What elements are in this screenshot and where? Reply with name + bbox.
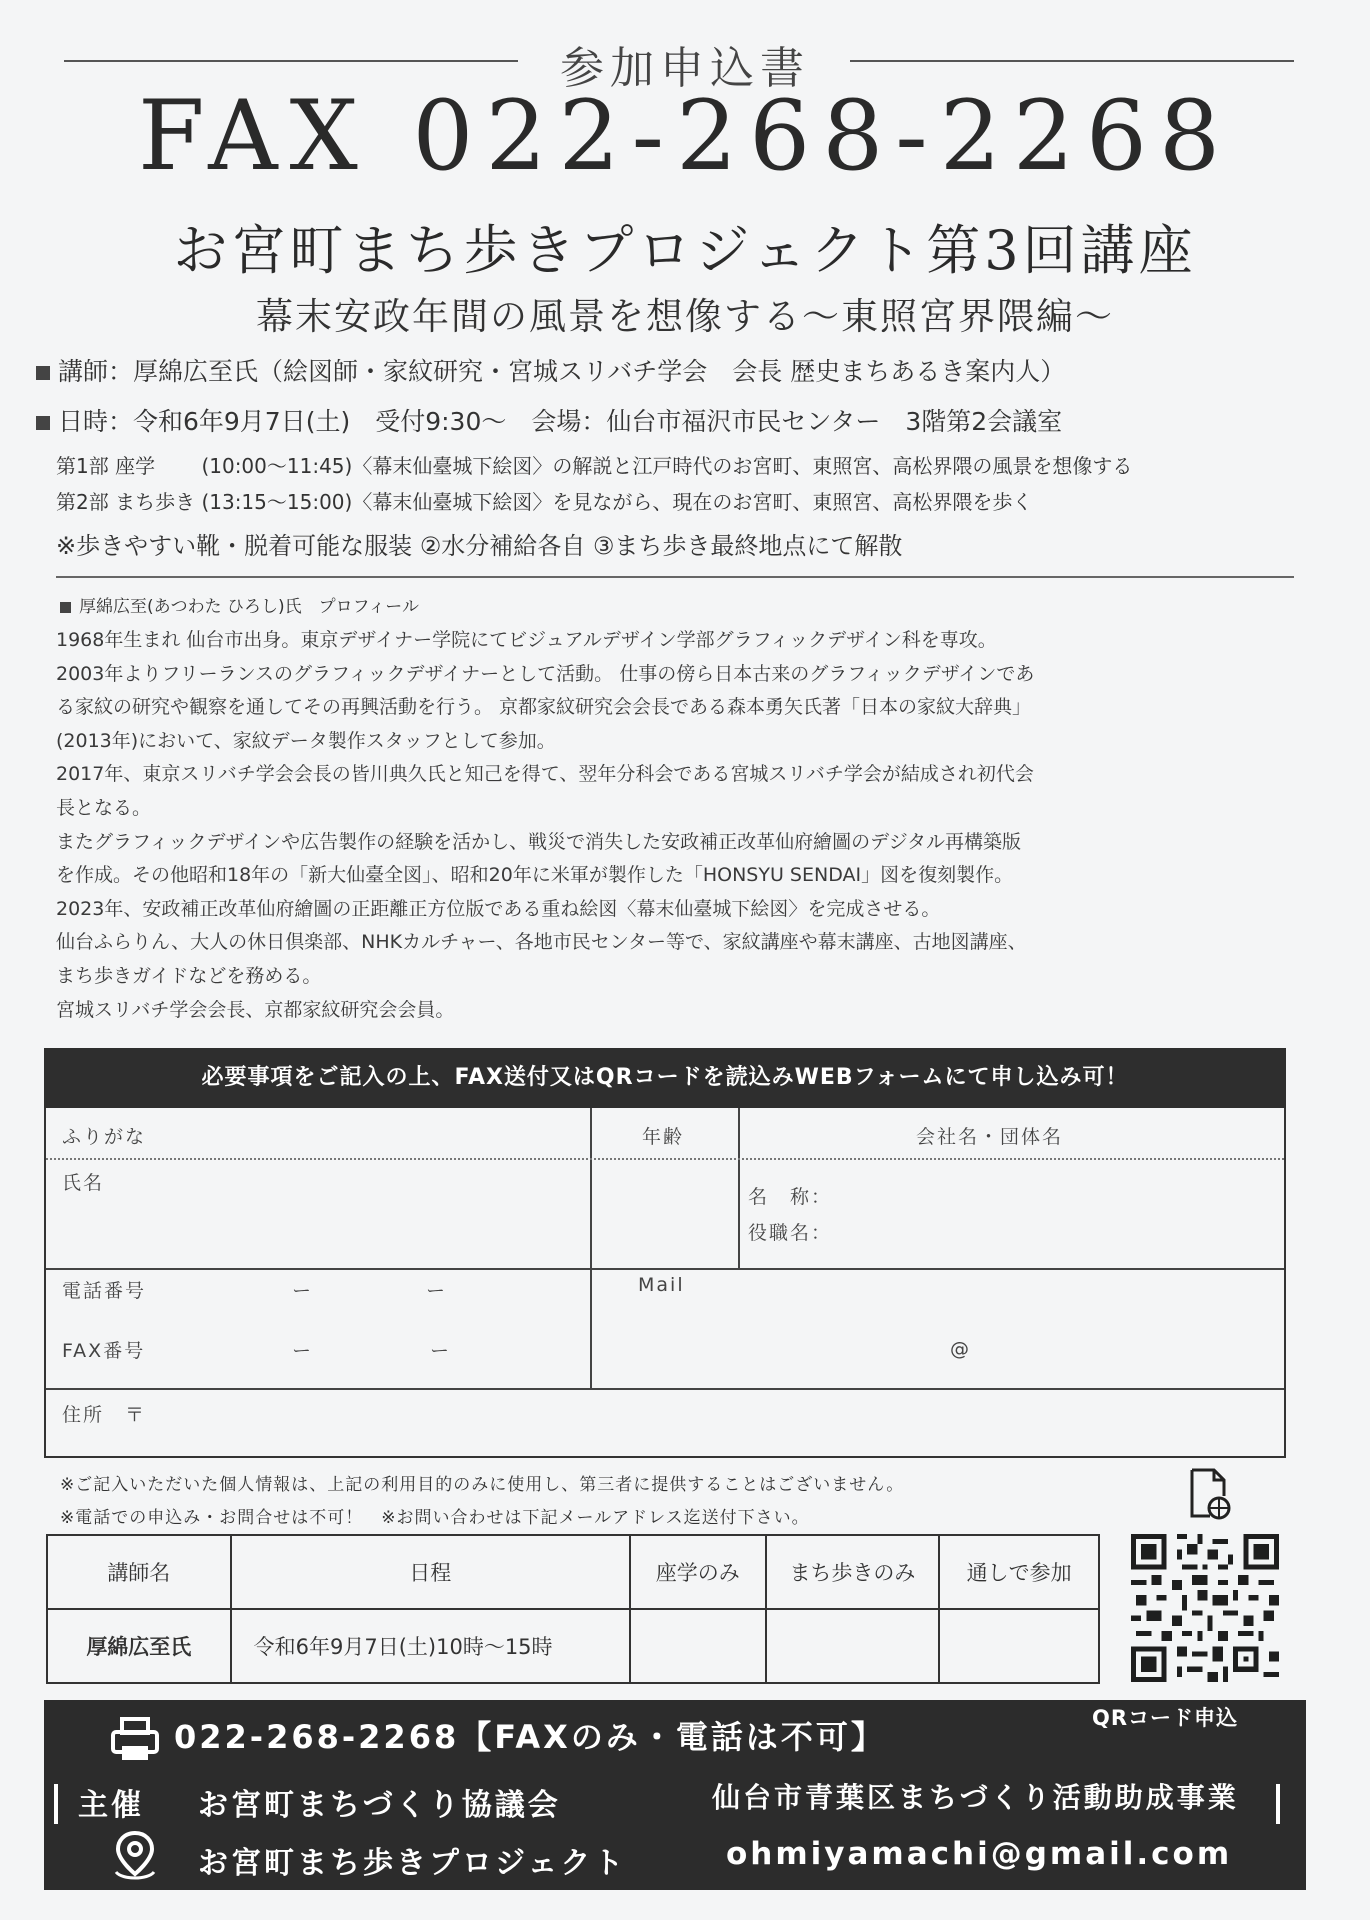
datetime-text: 日時：令和6年9月7日(土) 受付9:30～ 会場：仙台市福沢市民センター 3階第2会議室 — [58, 407, 1063, 436]
project-title: お宮町まち歩きプロジェクト第3回講座 — [173, 219, 1197, 282]
table-header-cell: 日程 — [231, 1535, 630, 1609]
profile-line: る家紋の研究や観察を通してその再興活動を行う。 京都家紋研究会会長である森本勇矢氏著「日本の家紋大辞典」 — [56, 696, 1032, 719]
full-attendance-checkbox-cell[interactable] — [939, 1609, 1099, 1683]
lecturer-line — [36, 352, 1065, 388]
profile-line: 2023年、安政補正改革仙府繪圖の正距離正方位版である重ね絵図〈幕末仙臺城下絵図〉を完成させる。 — [56, 897, 941, 920]
profile-line: 仙台ふらりん、大人の休日倶楽部、NHKカルチャー、各地市民センター等で、家紋講座や幕末講座、古地図講座、 — [56, 931, 1027, 954]
host-label: 主催 — [78, 1788, 144, 1823]
datetime-line — [36, 402, 1062, 438]
grant-program: 仙台市青葉区まちづくり活動助成事業 — [712, 1781, 1239, 1814]
section-divider — [56, 576, 1294, 578]
address-field[interactable] — [176, 1396, 1266, 1446]
bullet-square-icon — [36, 366, 50, 380]
table-header-cell: 座学のみ — [630, 1535, 766, 1609]
footer-fax-line: 022-268-2268【FAXのみ・電話は不可】 — [174, 1718, 886, 1756]
table-header-cell: まち歩きのみ — [766, 1535, 940, 1609]
phone-dash: ー — [426, 1280, 448, 1302]
profile-line: を作成。その他昭和18年の「新大仙臺全図」、昭和20年に米軍が製作した「HONSYU SENDAI」図を復刻製作。 — [56, 864, 1014, 887]
profile-line: 宮城スリバチ学会会長、京都家紋研究会会員。 — [56, 998, 455, 1021]
name-label: 氏名 — [62, 1172, 105, 1194]
form-divider — [590, 1108, 592, 1390]
profile-line: 1968年生まれ 仙台市出身。東京デザイナー学院にてビジュアルデザイン学部グラフィックデザイン科を専攻。 — [56, 629, 997, 651]
walk-only-checkbox-cell[interactable] — [766, 1609, 940, 1683]
age-field[interactable] — [598, 1162, 730, 1262]
lecturer-text: 講師：厚綿広至氏（絵図師・家紋研究・宮城スリバチ学会 会長 歴史まちあるき案内人） — [58, 357, 1066, 386]
footer-band — [44, 1700, 1306, 1890]
mail-label: Mail — [638, 1274, 685, 1296]
lecture-only-checkbox-cell[interactable] — [630, 1609, 766, 1683]
form-title: 参加申込書 — [560, 43, 810, 94]
project-name: お宮町まち歩きプロジェクト — [198, 1846, 627, 1881]
phone-label: 電話番号 — [62, 1280, 147, 1302]
profile-line: 2003年よりフリーランスのグラフィックデザイナーとして活動。 仕事の傍ら日本古来のグラフィックデザインであ — [56, 662, 1035, 685]
date-cell: 令和6年9月7日(土)10時～15時 — [231, 1609, 630, 1683]
profile-line: まち歩きガイドなどを務める。 — [56, 964, 322, 987]
footer-bar-mark — [1276, 1784, 1280, 1824]
form-instruction-bar: 必要事項をご記入の上、FAX送付又はQRコードを読込みWEBフォームにて申し込み可！ — [44, 1048, 1286, 1108]
fax-dash: ー — [430, 1340, 452, 1362]
privacy-note: ※ご記入いただいた個人情報は、上記の利用目的のみに使用し、第三者に提供することはございません。 — [60, 1475, 905, 1495]
form-dotted-divider — [46, 1158, 1284, 1160]
lecturer-cell: 厚綿広至氏 — [47, 1609, 231, 1683]
phone-field[interactable] — [166, 1274, 576, 1314]
contact-note: ※電話での申込み・お問合せは不可！ ※お問い合わせは下記メールアドレス迄送付下さい。 — [60, 1508, 810, 1528]
form-divider — [46, 1388, 1284, 1390]
footer-bar-mark — [54, 1784, 58, 1824]
profile-line: またグラフィックデザインや広告製作の経験を活かし、戦災で消失した安政補正改革仙府繪圖のデジタル再構築版 — [56, 830, 1022, 853]
furigana-label: ふりがな — [62, 1126, 147, 1148]
profile-body — [56, 624, 1296, 1027]
fax-number-heading: FAX 022-268-2268 — [137, 80, 1233, 192]
schedule-table — [46, 1534, 1100, 1684]
fax-label: FAX番号 — [62, 1340, 146, 1362]
company-field[interactable] — [846, 1168, 1276, 1260]
profile-line: 長となる。 — [56, 796, 152, 819]
table-row — [47, 1609, 1099, 1683]
fax-field[interactable] — [166, 1330, 576, 1370]
age-label: 年齢 — [642, 1126, 685, 1148]
profile-heading — [60, 592, 419, 617]
form-divider — [738, 1108, 740, 1268]
company-name-label: 名 称： — [748, 1186, 833, 1208]
mail-at-sign: @ — [950, 1338, 971, 1360]
table-header-cell: 講師名 — [47, 1535, 231, 1609]
fax-icon — [110, 1716, 160, 1762]
bullet-square-icon — [60, 602, 71, 613]
qr-code[interactable] — [1126, 1534, 1284, 1682]
lecture-subtitle: 幕末安政年間の風景を想像する～東照宮界隈編～ — [256, 295, 1114, 338]
host-name: お宮町まちづくり協議会 — [198, 1788, 561, 1823]
furigana-name-field[interactable] — [56, 1162, 576, 1262]
location-pin-icon — [112, 1830, 158, 1882]
job-title-label: 役職名： — [748, 1222, 833, 1244]
profile-heading-text: 厚綿広至(あつわた ひろし)氏 プロフィール — [79, 597, 419, 617]
qr-label: QRコード申込 — [1092, 1706, 1239, 1730]
fax-dash: ー — [292, 1340, 314, 1362]
company-header: 会社名・団体名 — [916, 1126, 1064, 1148]
bullet-square-icon — [36, 416, 50, 430]
form-divider — [46, 1268, 1284, 1270]
address-label: 住所 〒 — [62, 1404, 147, 1426]
table-header-row — [47, 1535, 1099, 1609]
mail-field[interactable] — [606, 1304, 1266, 1374]
session-2: 第2部 まち歩き (13:15～15:00)〈幕末仙臺城下絵図〉を見ながら、現在のお宮町、東照宮、高松界隈を歩く — [56, 490, 1033, 514]
profile-line: (2013年)において、家紋データ製作スタッフとして参加。 — [56, 729, 556, 752]
application-form — [44, 1108, 1286, 1458]
table-header-cell: 通しで参加 — [939, 1535, 1099, 1609]
phone-dash: ー — [292, 1280, 314, 1302]
profile-line: 2017年、東京スリバチ学会会長の皆川典久氏と知己を得て、翌年分科会である宮城スリバチ学会が結成され初代会 — [56, 763, 1034, 786]
contact-email[interactable]: ohmiyamachi@gmail.com — [726, 1836, 1233, 1872]
notes-line: ※歩きやすい靴・脱着可能な服装 ②水分補給各自 ③まち歩き最終地点にて解散 — [56, 532, 903, 560]
web-document-icon — [1188, 1466, 1232, 1520]
session-1: 第1部 座学 (10:00～11:45)〈幕末仙臺城下絵図〉の解説と江戸時代のお宮町、東照宮、高松界隈の風景を想像する — [56, 454, 1133, 478]
